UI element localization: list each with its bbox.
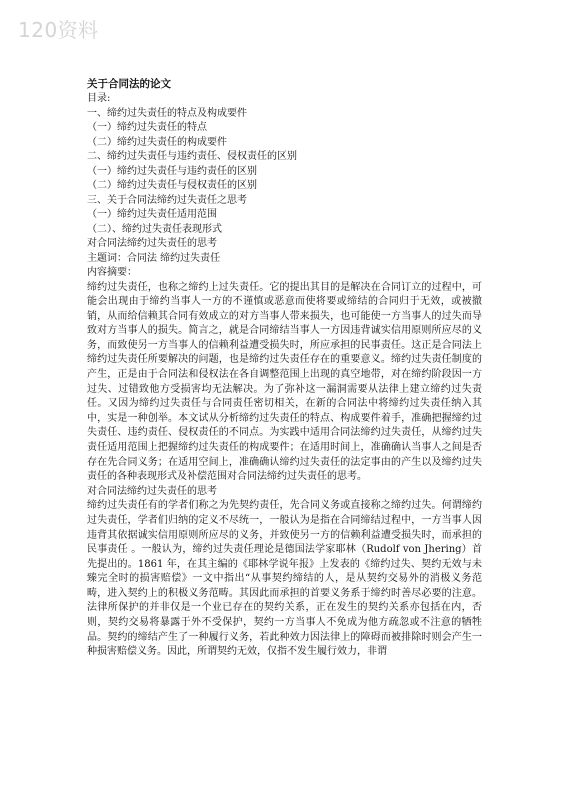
document-title: 关于合同法的论文 (87, 78, 171, 90)
abstract-paragraph: 缔约过失责任，也称之缔约上过失责任。它的提出其目的是解决在合同订立的过程中，可能会出现由于缔约当事人一方的不谨慎或恶意而使将要或缔结的合同归于无效，或被撤销，从而给信赖其合同有效成立的对方当事人带来损失，也可能使一方当事人的过失而导致对方当事人的损失。简言之，就是合同缔结当事人一方因违背诚实信用原则所应尽的义务，而致使另一方当事人的信赖利益遭受损失时，所应承担的民事责任。这正是合同法上缔约过失责任所要解决的问题，也是缔约过失责任存在的重要意义。缔约过失责任制度的产生，正是由于合同法和侵权法在各自调整范围上出现的真空地带，对在缔约阶段因一方过失、过错致他方受损害均无法解决。为了弥补这一漏洞需要从法律上建立缔约过失责任。又因为缔约过失责任与合同责任密切相关，在新的合同法中将缔约过失责任纳入其中，实是一种创举。本文试从分析缔约过失责任的特点、构成要件着手，准确把握缔约过失责任、违约责任、侵权责任的不同点。为实践中适用合同法缔约过失责任，从缔约过失责任适用范围上把握缔约过失责任的构成要件；在适用时间上，准确确认当事人之间是否存在先合同义务；在适用空间上，准确确认缔约过失责任的法定事由的产生以及缔约过失责任的各种表现形式及补偿范围对合同法缔约过失责任的思考。 (87, 281, 482, 483)
abstract-heading: 内容摘要： (87, 267, 137, 278)
toc-item: （二）缔约过失责任与侵权责任的区别 (87, 180, 257, 191)
toc-heading: 目录: (87, 93, 111, 104)
document-body (87, 78, 482, 660)
section-subtitle: 对合同法缔约过失责任的思考 (87, 238, 217, 249)
body-paragraph: 缔约过失责任有的学者们称之为先契约责任，先合同义务或直接称之缔约过失。何谓缔约过失责任，学者们归纳的定义不尽统一，一般认为是指在合同缔结过程中，一方当事人因违背其依据诚实信用原则所应尽的义务，并致使另一方的信赖利益遭受损失时，而承担的民事责任 。一般认为，缔约过失责任理论是德国法学家耶林（Rudolf von Jhering）首先提出的。1861 年，在其主编的《耶林学说年报》上发表的《缔约过失、契约无效与未臻完全时的损害赔偿》一文中指出“从事契约缔结的人，是从契约交易外的消极义务范畴，进入契约上的积极义务范畴。其因此而承担的首要义务系于缔约时善尽必要的注意。法律所保护的并非仅是一个业已存在的契约关系，正在发生的契约关系亦包括在内，否则，契约交易将暴露于外不受保护，契约一方当事人不免成为他方疏忽或不注意的牺牲品。契约的缔结产生了一种履行义务，若此种效力因法律上的障碍而被排除时则会产生一种损害赔偿义务。因此，所谓契约无效，仅指不发生履行效力，非谓 (87, 500, 482, 658)
toc-item: （一）缔约过失责任的特点 (87, 122, 207, 133)
toc-item: （二）、缔约过失责任表现形式 (87, 223, 222, 235)
toc-item: 一、缔约过失责任的特点及构成要件 (87, 107, 247, 119)
toc-item: 二、缔约过失责任与违约责任、侵权责任的区别 (87, 151, 297, 162)
toc-item: （一）缔约过失责任与违约责任的区别 (87, 165, 257, 177)
toc-item: 三、关于合同法缔约过失责任之思考 (87, 194, 247, 206)
section-subtitle: 对合同法缔约过失责任的思考 (87, 485, 217, 497)
toc-item: （二）缔约过失责任的构成要件 (87, 136, 227, 148)
watermark-logo: 120资料 (18, 18, 99, 42)
toc-item: （一）缔约过失责任适用范围 (87, 209, 217, 220)
keywords-line: 主题词：合同法 缔约过失责任 (87, 252, 221, 264)
